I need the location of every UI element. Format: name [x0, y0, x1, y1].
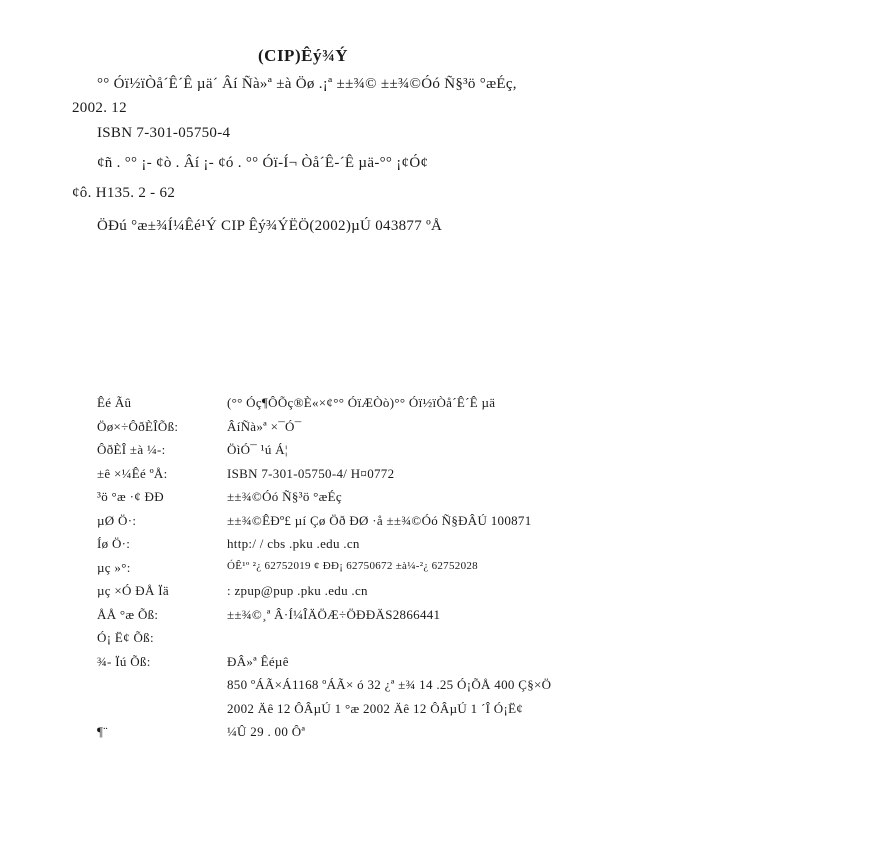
cip-line: ¢ñ . °° ¡- ¢ò . Âí ¡- ¢ó . °° Óï-Í¬ Òå´Ê-´Ê µä-°° ¡¢Ó¢	[97, 155, 429, 171]
info-label: µØ Ö·:	[97, 512, 137, 528]
info-value: ±±¾©¸ª Â·Í¼ÎÄÖÆ÷ÖÐÐÄS2866441	[227, 606, 441, 622]
cip-line: ¢ô. H135. 2 - 62	[72, 185, 176, 201]
info-label: Ó¡ Ë¢ Õß:	[97, 630, 154, 645]
info-label: ³ö °æ ·¢ ÐÐ	[97, 489, 164, 504]
cip-record-number: ÖÐú °æ±¾Í¼Êé¹Ý CIP Êý¾ÝËÖ(2002)µÚ 043877 ºÅ	[97, 218, 443, 234]
info-value: ±±¾©ÊÐº£ µí Çø Öð ÐØ ·å ±±¾©Óó Ñ§ÐÂÚ 100871	[227, 512, 532, 528]
info-value: 850 ºÁÃ×Á1168 ºÁÃ× ó 32 ¿ª ±¾ 14 .25 Ó¡ÕÅ 400 Ç§×Ö	[227, 677, 552, 692]
info-label: ¾- Ïú Õß:	[97, 653, 151, 669]
info-label: ±ê ×¼Êé ºÅ:	[97, 465, 168, 481]
cip-heading: (CIP)Êý¾Ý	[258, 46, 348, 65]
info-label: µç »°:	[97, 559, 131, 575]
info-value: ÖìÓ¯ ¹ú Á¦	[227, 442, 288, 457]
info-label: Öø×÷ÔðÈÎÕß:	[97, 418, 179, 434]
info-label: ¶¨	[97, 724, 108, 739]
info-value: ÓÊ¹º ²¿ 62752019 ¢ ÐÐ¡ 62750672 ±à¼-²¿ 62752028	[227, 559, 478, 572]
cip-line: °° Óï½ïÒå´Ê´Ê µä´ Âí Ñà»ª ±à Öø .¡ª ±±¾© ±±¾©Óó Ñ§³ö °æÉç,	[97, 76, 517, 92]
info-label: ÅÅ °æ Õß:	[97, 606, 159, 622]
info-value: ISBN 7-301-05750-4/ H¤0772	[227, 465, 395, 481]
cip-line: 2002. 12	[72, 100, 127, 116]
info-value: ±±¾©Óó Ñ§³ö °æÉç	[227, 489, 342, 504]
info-value: ÐÂ»ª Êéµê	[227, 653, 289, 669]
info-label: Êé Ãû	[97, 395, 132, 410]
info-value: ÂíÑà»ª ×¯Ó¯	[227, 418, 302, 434]
info-value: http:/ / cbs .pku .edu .cn	[227, 536, 360, 551]
info-value: ¼Û 29 . 00 Ôª	[227, 724, 306, 739]
info-value: 2002 Äê 12 ÔÂµÚ 1 °æ 2002 Äê 12 ÔÂµÚ 1 ´Î Ó¡Ë¢	[227, 700, 524, 716]
info-label: ÔðÈÎ ±à ¼-:	[97, 442, 166, 457]
info-value: : zpup@pup .pku .edu .cn	[227, 583, 368, 598]
info-value: (°° Óç¶ÔÕç®È«×¢°° ÓïÆÒò)°° Óï½ïÒå´Ê´Ê µä	[227, 395, 496, 410]
cip-isbn: ISBN 7-301-05750-4	[97, 125, 231, 141]
info-label: Íø Ö·:	[97, 536, 131, 551]
info-label: µç ×Ó ÐÅ Ïä	[97, 583, 169, 598]
